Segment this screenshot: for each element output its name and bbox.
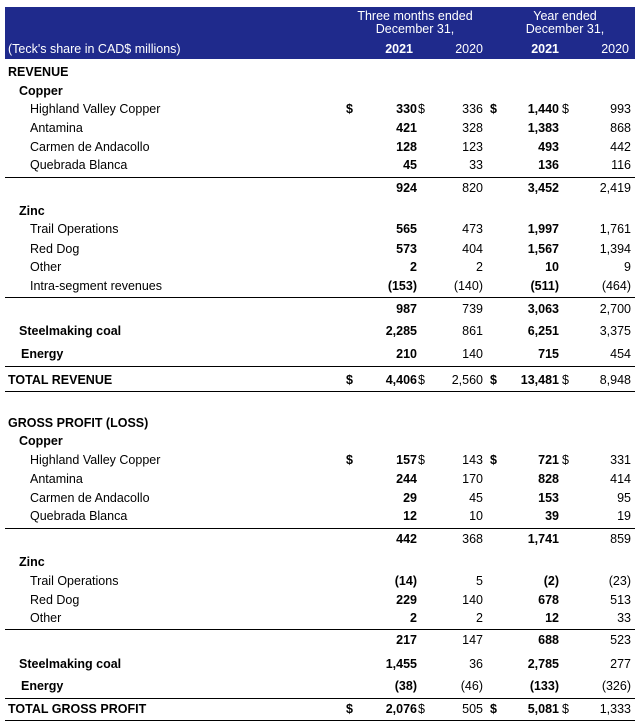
three-months-line1: Three months ended bbox=[357, 9, 473, 23]
cell-q20: 45 bbox=[469, 491, 483, 505]
cell-y21: (511) bbox=[530, 279, 559, 293]
cell-q20: 5 bbox=[476, 574, 483, 588]
cell-y20: 8,948 bbox=[599, 373, 631, 387]
currency-symbol: $ bbox=[490, 453, 497, 467]
cell-q20: (140) bbox=[453, 279, 483, 293]
row-divider bbox=[5, 720, 635, 721]
table-row bbox=[5, 139, 635, 156]
row-label: Energy bbox=[21, 679, 64, 693]
three-months-header bbox=[345, 10, 485, 36]
currency-symbol: $ bbox=[490, 702, 497, 716]
cell-q20: 2,560 bbox=[451, 373, 483, 387]
cell-y20: 513 bbox=[610, 593, 631, 607]
cell-q21: (14) bbox=[394, 574, 417, 588]
cell-q21: 565 bbox=[396, 222, 417, 236]
table-row bbox=[5, 278, 635, 295]
currency-symbol: $ bbox=[346, 702, 353, 716]
cell-y20: 859 bbox=[610, 532, 631, 546]
total-row bbox=[5, 701, 635, 718]
cell-y20: 868 bbox=[610, 121, 631, 135]
cell-q21: 2 bbox=[410, 611, 417, 625]
row-divider bbox=[5, 297, 635, 298]
cell-y21: (133) bbox=[529, 679, 559, 693]
cell-q20: 336 bbox=[462, 102, 483, 116]
cell-q21: 12 bbox=[403, 509, 417, 523]
table-row bbox=[5, 346, 635, 363]
table-row bbox=[5, 221, 635, 238]
currency-symbol: $ bbox=[418, 453, 425, 467]
col-2021-q: 2021 bbox=[385, 42, 413, 56]
cell-q21: 229 bbox=[396, 593, 417, 607]
cell-q21: (153) bbox=[387, 279, 417, 293]
cell-q20: 861 bbox=[462, 324, 483, 338]
unit-label: (Teck's share in CAD$ millions) bbox=[8, 42, 181, 56]
row-label: Other bbox=[30, 611, 62, 625]
row-divider bbox=[5, 629, 635, 630]
cell-q20: 473 bbox=[462, 222, 483, 236]
cell-q20: 140 bbox=[462, 593, 483, 607]
section-heading bbox=[5, 554, 635, 571]
year-line2: December 31, bbox=[525, 22, 605, 36]
row-label: Steelmaking coal bbox=[19, 324, 122, 338]
cell-q21: 1,455 bbox=[385, 657, 417, 671]
cell-q20: 123 bbox=[462, 140, 483, 154]
cell-y20: 277 bbox=[610, 657, 631, 671]
table-row bbox=[5, 610, 635, 627]
cell-q21: 330 bbox=[396, 102, 417, 116]
currency-symbol: $ bbox=[562, 453, 569, 467]
cell-y21: (2) bbox=[543, 574, 559, 588]
section-title: Zinc bbox=[19, 204, 45, 218]
col-2020-q: 2020 bbox=[455, 42, 483, 56]
cell-q21: 45 bbox=[403, 158, 417, 172]
cell-y21: 13,481 bbox=[520, 373, 559, 387]
table-row bbox=[5, 573, 635, 590]
currency-symbol: $ bbox=[562, 702, 569, 716]
cell-y20: 19 bbox=[617, 509, 631, 523]
cell-y21: 6,251 bbox=[527, 324, 559, 338]
cell-q20: 143 bbox=[462, 453, 483, 467]
section-title: REVENUE bbox=[8, 65, 69, 79]
cell-y20: (464) bbox=[601, 279, 631, 293]
cell-y20: 331 bbox=[610, 453, 631, 467]
cell-y21: 136 bbox=[538, 158, 559, 172]
section-heading bbox=[5, 433, 635, 450]
cell-y21: 3,452 bbox=[527, 181, 559, 195]
table-row bbox=[5, 471, 635, 488]
table-row bbox=[5, 259, 635, 276]
row-label: Other bbox=[30, 260, 62, 274]
cell-y20: (326) bbox=[601, 679, 631, 693]
row-label: Quebrada Blanca bbox=[30, 509, 128, 523]
cell-q20: 820 bbox=[462, 181, 483, 195]
cell-q21: 244 bbox=[396, 472, 417, 486]
subtotal-row bbox=[5, 531, 635, 548]
cell-y20: 2,700 bbox=[599, 302, 631, 316]
cell-q21: 157 bbox=[396, 453, 417, 467]
cell-q20: 505 bbox=[462, 702, 483, 716]
table-row bbox=[5, 101, 635, 118]
cell-y21: 2,785 bbox=[527, 657, 559, 671]
cell-y21: 3,063 bbox=[527, 302, 559, 316]
cell-q20: 739 bbox=[462, 302, 483, 316]
row-label: Intra-segment revenues bbox=[30, 279, 163, 293]
currency-symbol: $ bbox=[562, 102, 569, 116]
cell-y20: 95 bbox=[617, 491, 631, 505]
cell-q20: 328 bbox=[462, 121, 483, 135]
cell-y21: 12 bbox=[545, 611, 559, 625]
currency-symbol: $ bbox=[418, 702, 425, 716]
col-2021-y: 2021 bbox=[531, 42, 559, 56]
total-row bbox=[5, 372, 635, 389]
cell-q21: 128 bbox=[396, 140, 417, 154]
cell-y20: 116 bbox=[611, 158, 631, 172]
cell-y20: (23) bbox=[608, 574, 631, 588]
cell-y20: 1,761 bbox=[599, 222, 631, 236]
currency-symbol: $ bbox=[346, 102, 353, 116]
cell-q20: 2 bbox=[476, 611, 483, 625]
cell-y20: 1,333 bbox=[599, 702, 631, 716]
cell-q21: 442 bbox=[396, 532, 417, 546]
currency-symbol: $ bbox=[418, 102, 425, 116]
cell-q20: 404 bbox=[462, 242, 483, 256]
cell-y21: 715 bbox=[538, 347, 559, 361]
cell-y21: 493 bbox=[538, 140, 559, 154]
row-label: Trail Operations bbox=[30, 222, 119, 236]
cell-y20: 9 bbox=[624, 260, 631, 274]
row-label: Antamina bbox=[30, 472, 83, 486]
row-label: Carmen de Andacollo bbox=[30, 491, 150, 505]
cell-q20: 10 bbox=[469, 509, 483, 523]
cell-q21: 924 bbox=[396, 181, 417, 195]
cell-y21: 721 bbox=[538, 453, 559, 467]
currency-symbol: $ bbox=[346, 453, 353, 467]
cell-y21: 39 bbox=[545, 509, 559, 523]
section-title: Zinc bbox=[19, 555, 45, 569]
row-label: TOTAL GROSS PROFIT bbox=[8, 702, 147, 716]
cell-y20: 2,419 bbox=[599, 181, 631, 195]
cell-q21: 987 bbox=[396, 302, 417, 316]
table-row bbox=[5, 241, 635, 258]
row-label: Red Dog bbox=[30, 593, 80, 607]
cell-q20: 147 bbox=[462, 633, 483, 647]
cell-q20: 170 bbox=[462, 472, 483, 486]
row-divider bbox=[5, 391, 635, 392]
cell-y21: 828 bbox=[538, 472, 559, 486]
row-divider bbox=[5, 366, 635, 367]
year-line1: Year ended bbox=[533, 9, 597, 23]
cell-y20: 1,394 bbox=[599, 242, 631, 256]
cell-q21: 2,076 bbox=[385, 702, 417, 716]
cell-y21: 678 bbox=[538, 593, 559, 607]
three-months-line2: December 31, bbox=[375, 22, 455, 36]
cell-q21: (38) bbox=[394, 679, 417, 693]
cell-y21: 10 bbox=[545, 260, 559, 274]
table-row bbox=[5, 120, 635, 137]
cell-q21: 217 bbox=[396, 633, 417, 647]
cell-q20: 36 bbox=[469, 657, 483, 671]
cell-y21: 1,741 bbox=[527, 532, 559, 546]
cell-q21: 4,406 bbox=[385, 373, 417, 387]
row-label: Trail Operations bbox=[30, 574, 119, 588]
table-row bbox=[5, 678, 635, 695]
cell-q21: 421 bbox=[396, 121, 417, 135]
cell-q20: 2 bbox=[476, 260, 483, 274]
cell-q20: (46) bbox=[460, 679, 483, 693]
cell-y21: 5,081 bbox=[527, 702, 559, 716]
cell-q21: 210 bbox=[396, 347, 417, 361]
currency-symbol: $ bbox=[490, 373, 497, 387]
table-row bbox=[5, 490, 635, 507]
cell-y21: 1,997 bbox=[527, 222, 559, 236]
row-label: TOTAL REVENUE bbox=[8, 373, 113, 387]
currency-symbol: $ bbox=[490, 102, 497, 116]
table-row bbox=[5, 323, 635, 340]
table-row bbox=[5, 452, 635, 469]
row-label: Highland Valley Copper bbox=[30, 102, 161, 116]
row-label: Red Dog bbox=[30, 242, 80, 256]
currency-symbol: $ bbox=[346, 373, 353, 387]
cell-y20: 414 bbox=[610, 472, 631, 486]
table-row bbox=[5, 508, 635, 525]
row-label: Antamina bbox=[30, 121, 83, 135]
cell-q20: 33 bbox=[469, 158, 483, 172]
row-label: Quebrada Blanca bbox=[30, 158, 128, 172]
table-row bbox=[5, 157, 635, 174]
table-row bbox=[5, 592, 635, 609]
cell-y21: 688 bbox=[538, 633, 559, 647]
cell-q21: 29 bbox=[403, 491, 417, 505]
section-heading bbox=[5, 64, 635, 81]
cell-y20: 993 bbox=[610, 102, 631, 116]
cell-y20: 523 bbox=[610, 633, 631, 647]
cell-q20: 140 bbox=[462, 347, 483, 361]
cell-y20: 33 bbox=[617, 611, 631, 625]
subtotal-row bbox=[5, 180, 635, 197]
cell-y20: 3,375 bbox=[599, 324, 631, 338]
cell-y21: 1,440 bbox=[527, 102, 559, 116]
row-label: Carmen de Andacollo bbox=[30, 140, 150, 154]
row-divider bbox=[5, 698, 635, 699]
section-heading bbox=[5, 203, 635, 220]
subtotal-row bbox=[5, 301, 635, 318]
currency-symbol: $ bbox=[562, 373, 569, 387]
section-heading bbox=[5, 83, 635, 100]
table-header bbox=[5, 7, 635, 59]
cell-q20: 368 bbox=[462, 532, 483, 546]
currency-symbol: $ bbox=[418, 373, 425, 387]
cell-y21: 1,383 bbox=[527, 121, 559, 135]
cell-y21: 1,567 bbox=[527, 242, 559, 256]
col-2020-y: 2020 bbox=[601, 42, 629, 56]
section-title: Copper bbox=[19, 434, 63, 448]
row-label: Steelmaking coal bbox=[19, 657, 122, 671]
cell-q21: 2,285 bbox=[385, 324, 417, 338]
section-title: GROSS PROFIT (LOSS) bbox=[8, 416, 149, 430]
section-title: Copper bbox=[19, 84, 63, 98]
row-label: Energy bbox=[21, 347, 64, 361]
section-heading bbox=[5, 415, 635, 432]
cell-q21: 2 bbox=[410, 260, 417, 274]
cell-y20: 454 bbox=[610, 347, 631, 361]
year-ended-header bbox=[507, 10, 623, 36]
cell-y20: 442 bbox=[610, 140, 631, 154]
row-divider bbox=[5, 177, 635, 178]
row-divider bbox=[5, 528, 635, 529]
row-label: Highland Valley Copper bbox=[30, 453, 161, 467]
table-row bbox=[5, 656, 635, 673]
cell-q21: 573 bbox=[396, 242, 417, 256]
cell-y21: 153 bbox=[538, 491, 559, 505]
subtotal-row bbox=[5, 632, 635, 649]
